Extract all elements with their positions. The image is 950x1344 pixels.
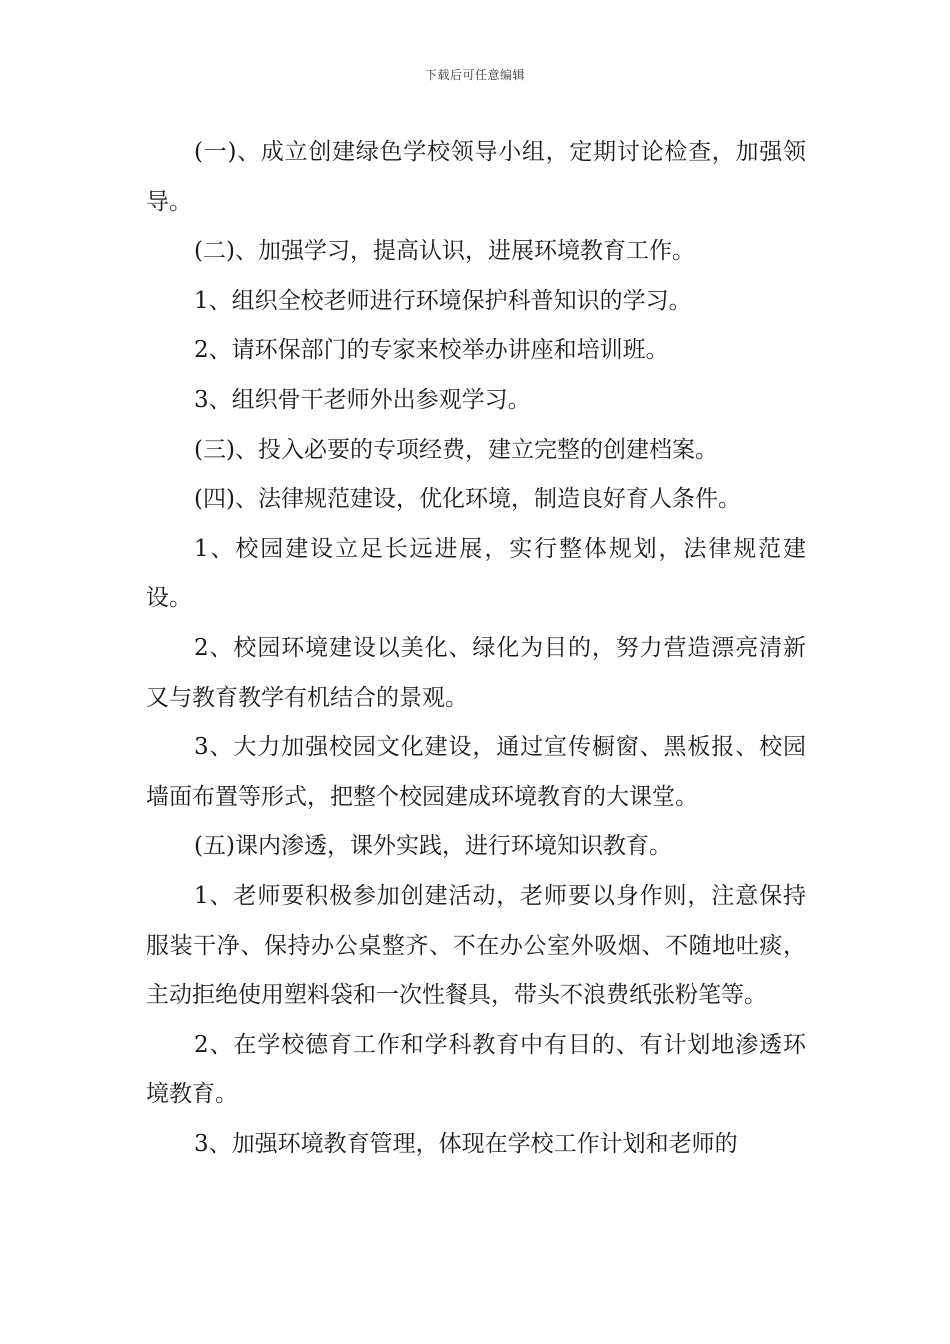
paragraph: 3、组织骨干老师外出参观学习。 <box>194 386 531 413</box>
paragraph: (四)、法律规范建设，优化环境，制造良好育人条件。 <box>194 486 741 513</box>
paragraph: 3、加强环境教育管理，体现在学校工作计划和老师的 <box>194 1130 738 1157</box>
paragraph: 2、校园环境建设以美化、绿化为目的，努力营造漂亮清新又与教育教学有机结合的景观。 <box>146 634 806 711</box>
page-header: 下载后可任意编辑 <box>424 68 525 82</box>
paragraph: 3、大力加强校园文化建设，通过宣传橱窗、黑板报、校园墙面布置等形式，把整个校园建成环境教育的大课堂。 <box>146 734 806 810</box>
paragraph: (五)课内渗透，课外实践，进行环境知识教育。 <box>194 833 672 860</box>
paragraph: (一)、成立创建绿色学校领导小组，定期讨论检查，加强领导。 <box>146 139 806 215</box>
paragraph: 2、在学校德育工作和学科教育中有目的、有计划地渗透环境教育。 <box>146 1031 806 1108</box>
paragraph: (二)、加强学习，提高认识，进展环境教育工作。 <box>194 238 695 265</box>
paragraph: (三)、投入必要的专项经费，建立完整的创建档案。 <box>194 436 718 463</box>
paragraph: 1、组织全校老师进行环境保护科普知识的学习。 <box>194 287 692 314</box>
paragraph: 1、老师要积极参加创建活动，老师要以身作则，注意保持服装干净、保持办公桌整齐、不在办公室外吸烟、不随地吐痰，主动拒绝使用塑料袋和一次性餐具，带头不浪费纸张粉笔等。 <box>146 882 806 1009</box>
paragraph: 2、请环保部门的专家来校举办讲座和培训班。 <box>194 337 669 364</box>
document-body <box>146 128 806 1169</box>
paragraph: 1、校园建设立足长远进展，实行整体规划，法律规范建设。 <box>146 535 806 612</box>
